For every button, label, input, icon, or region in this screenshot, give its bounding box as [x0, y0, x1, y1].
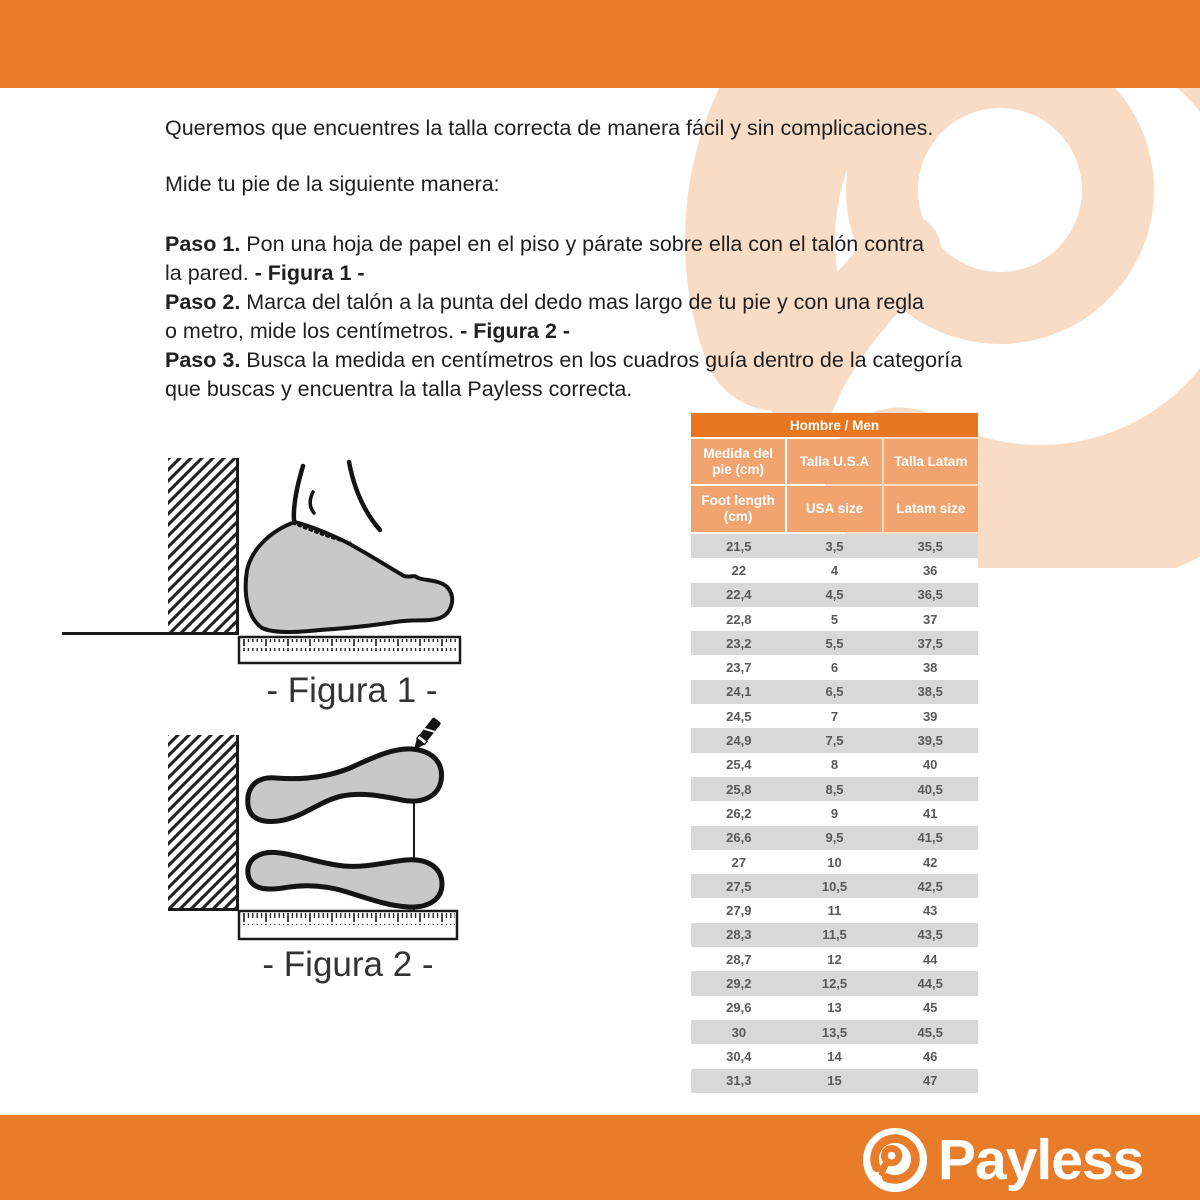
- step-1-text: Pon una hoja de papel en el piso y párate sobre ella con el talón contra: [240, 232, 924, 256]
- step-1-cont: la pared.: [165, 261, 255, 285]
- table-cell: 39: [922, 708, 938, 724]
- table-row: [691, 996, 978, 1020]
- table-cell: 46: [922, 1048, 938, 1064]
- payless-logo: [862, 1127, 1143, 1193]
- table-row: [691, 826, 978, 850]
- step-2-line-2: [165, 317, 962, 346]
- table-cell: 44,5: [917, 975, 943, 991]
- table-cell: 15: [827, 1073, 842, 1089]
- table-row: [691, 898, 978, 922]
- table-row: [691, 801, 978, 825]
- table-cell: 22: [731, 562, 747, 578]
- column-header-latam-size-es: Talla Latam: [884, 439, 978, 484]
- column-header-usa-size-en: USA size: [787, 486, 881, 532]
- table-cell: 13: [827, 1000, 842, 1016]
- step-2-cont: o metro, mide los centímetros.: [165, 319, 461, 343]
- table-cell: 25,8: [726, 781, 752, 797]
- table-cell: 36: [922, 562, 938, 578]
- table-cell: 22,8: [726, 611, 752, 627]
- table-cell: 10: [827, 854, 842, 870]
- table-row: [691, 680, 978, 704]
- table-row: [691, 1044, 978, 1068]
- step-2-line-1: [165, 288, 962, 317]
- table-group-header: Hombre / Men: [691, 413, 978, 437]
- table-row: [691, 923, 978, 947]
- step-2-figure-ref: - Figura 2 -: [460, 319, 571, 343]
- header-band: [0, 0, 1200, 88]
- table-cell: 24,5: [726, 708, 752, 724]
- table-cell: 27: [731, 854, 747, 870]
- table-cell: 36,5: [917, 587, 943, 603]
- table-cell: 6: [830, 660, 839, 676]
- table-cell: 10,5: [821, 878, 848, 894]
- table-cell: 43: [922, 903, 938, 919]
- step-1-label: Paso 1.: [165, 232, 241, 256]
- table-row: [691, 583, 978, 607]
- step-3-cont: que buscas y encuentra la talla Payless correcta.: [165, 377, 633, 401]
- table-cell: 26,2: [726, 805, 752, 821]
- wall-hatch: [168, 458, 237, 634]
- table-cell: 27,9: [726, 903, 752, 919]
- table-cell: 7,5: [825, 733, 844, 749]
- table-cell: 35,5: [917, 538, 943, 554]
- table-header-row-es: [691, 439, 978, 484]
- table-cell: 28,3: [726, 927, 752, 943]
- table-row: [691, 947, 978, 971]
- table-cell: 11: [827, 903, 842, 919]
- step-2-label: Paso 2.: [165, 290, 241, 314]
- intro-line-1: Queremos que encuentres la talla correcta de manera fácil y sin complicaciones.: [165, 116, 934, 140]
- table-cell: 21,5: [726, 538, 752, 554]
- table-cell: 40,5: [917, 781, 943, 797]
- table-cell: 45: [922, 1000, 938, 1016]
- table-row: [691, 1020, 978, 1044]
- table-cell: 29,6: [726, 1000, 752, 1016]
- foot-profile-icon: [246, 462, 452, 632]
- payless-wordmark: Payless: [938, 1128, 1144, 1192]
- table-row: [691, 534, 978, 558]
- column-header-foot-length-en: Foot length (cm): [691, 486, 785, 532]
- footprints-icon: [248, 749, 442, 907]
- table-cell: 42: [922, 854, 938, 870]
- ruler-icon: [239, 911, 457, 939]
- table-cell: 5: [830, 611, 839, 627]
- table-cell: 14: [827, 1048, 842, 1064]
- table-cell: 43,5: [917, 927, 943, 943]
- table-cell: 8: [830, 757, 839, 773]
- payless-swirl-icon: [862, 1127, 928, 1193]
- figure-1-caption: - Figura 1 -: [266, 671, 438, 710]
- table-cell: 47: [922, 1073, 938, 1089]
- table-cell: 12,5: [821, 975, 848, 991]
- table-cell: 4: [830, 562, 839, 578]
- table-cell: 4,5: [825, 587, 844, 603]
- table-row: [691, 607, 978, 631]
- table-cell: 45,5: [917, 1024, 943, 1040]
- table-cell: 6,5: [825, 684, 844, 700]
- table-cell: 13,5: [821, 1024, 848, 1040]
- ruler-icon: [239, 637, 460, 663]
- column-header-foot-length-es: Medida del pie (cm): [691, 439, 785, 484]
- table-cell: 8,5: [825, 781, 844, 797]
- table-header-row-en: [691, 486, 978, 532]
- table-cell: 28,7: [726, 951, 752, 967]
- table-cell: 26,6: [726, 830, 752, 846]
- table-cell: 23,2: [726, 635, 752, 651]
- table-row: [691, 631, 978, 655]
- table-cell: 39,5: [917, 733, 943, 749]
- table-cell: 37: [922, 611, 938, 627]
- measurement-figures: [0, 440, 500, 1000]
- table-row: [691, 753, 978, 777]
- step-3-label: Paso 3.: [165, 348, 241, 372]
- table-cell: 9: [830, 805, 839, 821]
- table-cell: 37,5: [917, 635, 943, 651]
- table-cell: 5,5: [825, 635, 844, 651]
- step-1-line-2: [165, 259, 962, 288]
- table-row: [691, 558, 978, 582]
- table-row: [691, 971, 978, 995]
- wall-hatch: [168, 735, 237, 911]
- step-3-text: Busca la medida en centímetros en los cuadros guía dentro de la categoría: [240, 348, 963, 372]
- table-row: [691, 777, 978, 801]
- steps-paragraph: [165, 230, 962, 404]
- step-1-line-1: [165, 230, 962, 259]
- table-cell: 24,9: [726, 733, 752, 749]
- table-cell: 24,1: [726, 684, 752, 700]
- table-cell: 41,5: [917, 830, 943, 846]
- table-cell: 31,3: [726, 1073, 752, 1089]
- table-row: [691, 655, 978, 679]
- table-row: [691, 850, 978, 874]
- step-3-line-1: [165, 346, 962, 375]
- table-cell: 22,4: [726, 587, 752, 603]
- figure-2-caption: - Figura 2 -: [262, 945, 434, 984]
- table-cell: 38,5: [917, 684, 943, 700]
- table-cell: 12: [827, 951, 842, 967]
- step-2-text: Marca del talón a la punta del dedo mas largo de tu pie y con una regla: [240, 290, 924, 314]
- intro-line-2: Mide tu pie de la siguiente manera:: [165, 172, 500, 196]
- table-cell: 38: [922, 660, 938, 676]
- table-cell: 27,5: [726, 878, 752, 894]
- figure-2-diagram: [168, 717, 457, 984]
- step-3-line-2: [165, 375, 962, 404]
- column-header-latam-size-en: Latam size: [884, 486, 978, 532]
- table-cell: 44: [922, 951, 938, 967]
- table-cell: 9,5: [825, 830, 844, 846]
- table-cell: 30,4: [726, 1048, 752, 1064]
- table-cell: 23,7: [726, 660, 752, 676]
- size-table-body: [691, 534, 978, 1093]
- table-cell: 42,5: [917, 878, 943, 894]
- table-row: [691, 874, 978, 898]
- table-cell: 30: [731, 1024, 747, 1040]
- column-header-usa-size-es: Talla U.S.A: [787, 439, 881, 484]
- table-row: [691, 728, 978, 752]
- table-cell: 3,5: [825, 538, 844, 554]
- table-cell: 41: [922, 805, 938, 821]
- figure-1-diagram: [62, 458, 460, 710]
- table-cell: 29,2: [726, 975, 752, 991]
- table-cell: 7: [830, 708, 839, 724]
- table-row: [691, 704, 978, 728]
- table-row: [691, 1069, 978, 1093]
- step-1-figure-ref: - Figura 1 -: [254, 261, 365, 285]
- table-cell: 25,4: [726, 757, 752, 773]
- size-table: [691, 413, 978, 1093]
- table-cell: 11,5: [822, 927, 847, 943]
- table-cell: 40: [922, 757, 938, 773]
